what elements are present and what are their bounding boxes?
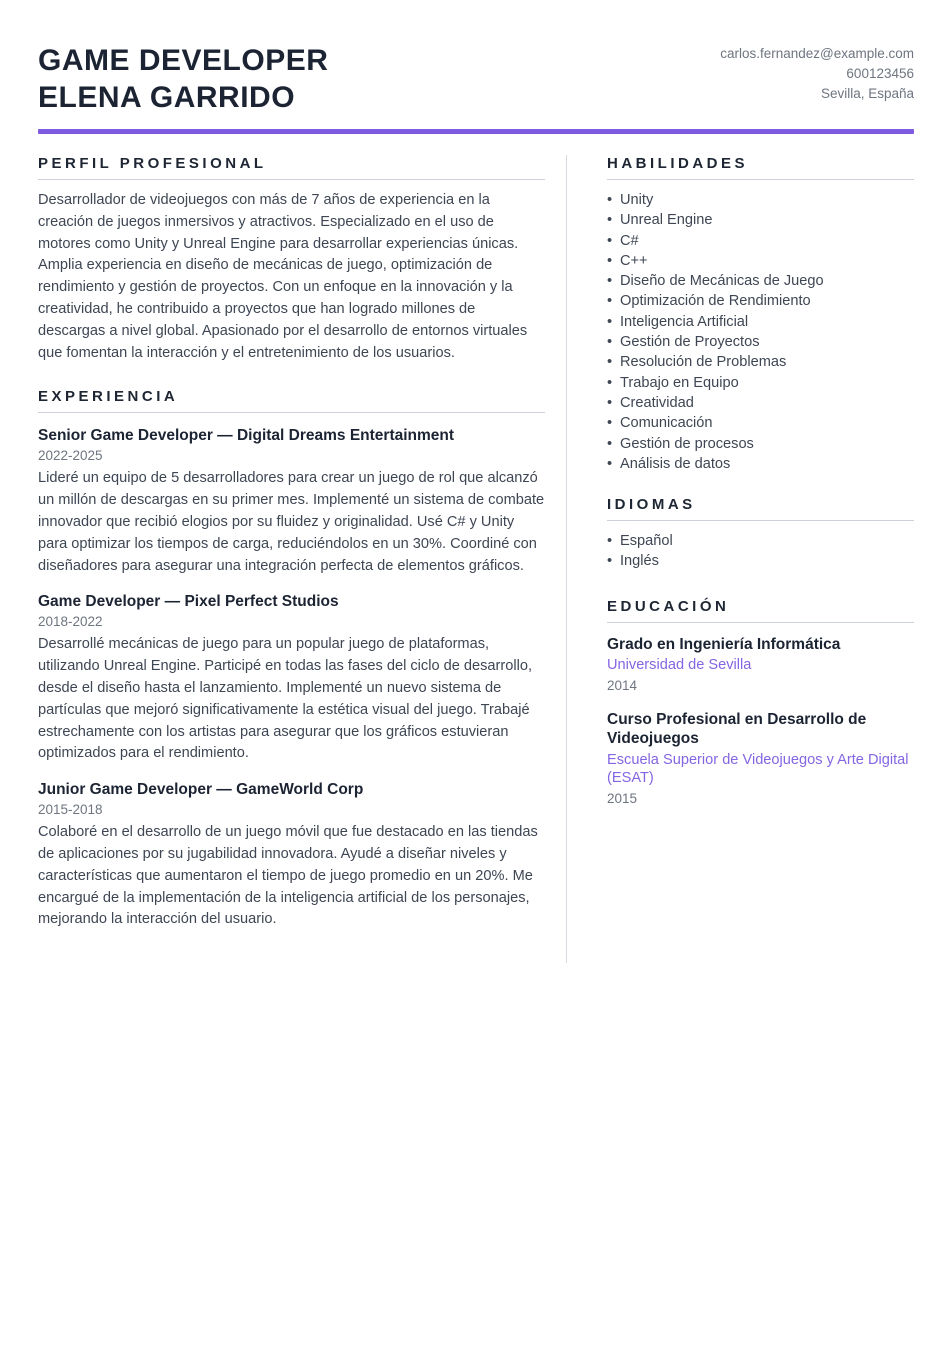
graduation-year: 2014 [607,677,638,693]
skill-item [607,413,914,433]
main-column [38,155,567,963]
bullet-marker: • [607,232,613,249]
bullet-marker: • [607,293,613,310]
sidebar-column [567,155,914,963]
contact-location: Sevilla, España [820,86,914,101]
skill-item [607,454,914,474]
bullet-marker: • [607,313,613,330]
bullet-marker: • [607,334,613,351]
skill-label: Diseño de Mecánicas de Juego [620,273,824,290]
skill-item [607,291,914,311]
content-columns [38,155,914,963]
bullet-marker: • [607,212,613,229]
accent-divider-bar [38,129,914,134]
skill-item [607,434,914,454]
section-experience [38,388,545,931]
title-role: GAME DEVELOPER [38,44,329,77]
section-profile [38,155,545,364]
school-name: Escuela Superior de Videojuegos y Arte Digital (ESAT) [607,751,909,787]
skill-item [607,352,914,372]
graduation-year: 2015 [607,790,638,806]
profile-text: Desarrollador de videojuegos con más de 7 años de experiencia en la creación de juegos inmersivos y atractivos. Especializado en el uso de motores como Unity y Unreal Engine para desarrollar experiencias únicas. Amplia experiencia en diseño de mecánicas de juego, optimización de rendimiento y gestión de proyectos. Con un enfoque en la innovación y la creatividad, he contribuido a proyectos que han logrado millones de descargas a nivel global. Apasionado por el desarrollo de entornos virtuales que fomentan la interacción y el entretenimiento de los usuarios. [38,192,528,361]
job-description: Lideré un equipo de 5 desarrolladores para crear un juego de rol que alcanzó un millón de descargas en su primer mes. Implementé un sistema de combate innovador que recibió elogios por su fluidez y originalidad. Usé C# y Unity para optimizar los tiempos de carga, reduciéndolos en un 30%. Coordiné con diseñadores para asegurar una integración perfecta de elementos gráficos. [38,470,545,574]
job-title: Senior Game Developer — Digital Dreams Entertainment [38,427,455,445]
skill-label: Comunicación [620,415,713,432]
skill-label: C++ [620,252,648,269]
job-dates: 2018-2022 [38,614,103,630]
skill-label: Inteligencia Artificial [620,313,749,330]
degree-title: Curso Profesional en Desarrollo de Videojuegos [607,710,867,748]
job-entry [38,426,545,577]
job-description: Desarrollé mecánicas de juego para un popular juego de plataformas, utilizando Unreal Engine. Participé en todas las fases del ciclo de desarrollo, desde el diseño hasta el lanzamiento. Implementé un nuevo sistema de partículas que mejoró significativamente la estética visual del juego. Trabajé estrechamente con los artistas para asegurar que los gráficos estuvieran optimizados para el rendimiento. [38,636,533,762]
skill-item [607,271,914,291]
language-label: Español [620,533,673,550]
contact-email: carlos.fernandez@example.com [720,46,914,61]
skill-label: Optimización de Rendimiento [620,293,811,310]
languages-heading: IDIOMAS [607,496,914,521]
job-description: Colaboré en el desarrollo de un juego móvil que fue destacado en las tiendas de aplicaciones por su jugabilidad innovadora. Ayudé a diseñar niveles y características que aumentaron el tiempo de juego promedio en un 20%. Me encargué de la implementación de la inteligencia artificial de los personajes, mejorando la interacción del usuario. [38,824,538,928]
job-title: Game Developer — Pixel Perfect Studios [38,593,339,611]
section-skills [607,155,914,474]
bullet-marker: • [607,455,613,472]
experience-heading: EXPERIENCIA [38,388,545,413]
skill-item [607,332,914,352]
bullet-marker: • [607,435,613,452]
language-item [607,551,914,571]
skill-label: C# [620,232,639,249]
bullet-marker: • [607,252,613,269]
skill-label: Unity [620,192,654,208]
section-education [607,598,914,808]
bullet-marker: • [607,354,613,371]
bullet-marker: • [607,192,613,208]
skill-label: Resolución de Problemas [620,354,787,371]
skill-item [607,231,914,251]
skill-label: Trabajo en Equipo [620,374,739,391]
skill-item [607,251,914,271]
skill-item [607,190,914,210]
section-languages [607,496,914,572]
skill-item [607,373,914,393]
skill-label: Análisis de datos [620,455,731,472]
education-entry [607,710,914,808]
job-dates: 2022-2025 [38,448,103,464]
bullet-marker: • [607,415,613,432]
skill-label: Unreal Engine [620,212,713,229]
profile-heading: PERFIL PROFESIONAL [38,155,545,180]
bullet-marker: • [607,553,613,570]
education-entry [607,635,914,695]
title-name: ELENA GARRIDO [38,81,296,114]
job-entry [38,780,545,931]
bullet-marker: • [607,374,613,391]
job-title: Junior Game Developer — GameWorld Corp [38,781,364,799]
skill-item [607,393,914,413]
bullet-marker: • [607,533,613,550]
skills-list [607,190,914,474]
contact-info [720,42,914,104]
skill-item [607,210,914,230]
school-name: Universidad de Sevilla [607,657,752,674]
languages-list [607,531,914,572]
contact-phone: 600123456 [846,66,914,81]
skill-label: Gestión de Proyectos [620,334,760,351]
skill-item [607,312,914,332]
skills-heading: HABILIDADES [607,155,914,180]
page-title [38,42,328,116]
skill-label: Creatividad [620,394,694,411]
job-entry [38,592,545,765]
language-item [607,531,914,551]
language-label: Inglés [620,553,659,570]
education-heading: EDUCACIÓN [607,598,914,623]
job-dates: 2015-2018 [38,802,103,818]
skill-label: Gestión de procesos [620,435,754,452]
bullet-marker: • [607,394,613,411]
degree-title: Grado en Ingeniería Informática [607,635,841,653]
bullet-marker: • [607,273,613,290]
header [38,0,914,116]
